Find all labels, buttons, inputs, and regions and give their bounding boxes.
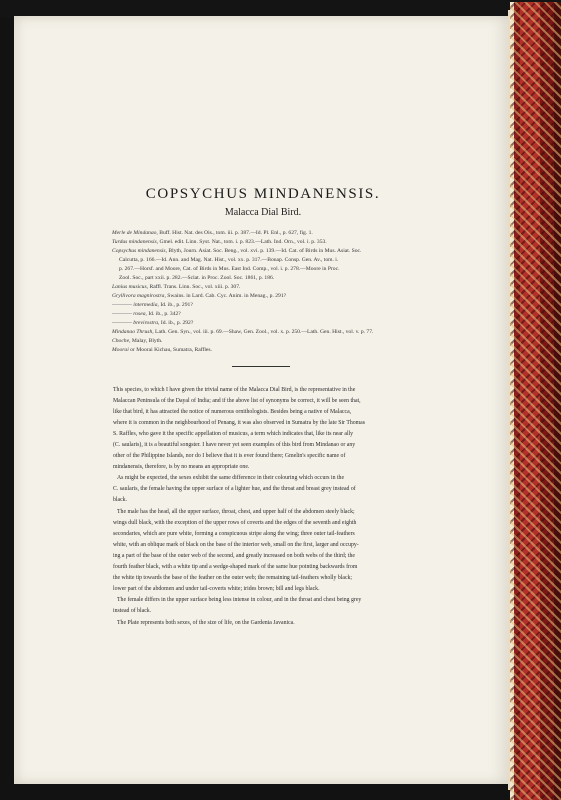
- synonym-reference: Lath. Gen. Syn., vol. iii. p. 69.—Shaw, Gen. Zool., vol. x. p. 250.—Lath. Gen. Hist., vol. v. p. 77.: [153, 329, 374, 335]
- body-line: instead of black.: [113, 608, 152, 614]
- common-name-subtitle: Malacca Dial Bird.: [224, 207, 302, 218]
- body-line: the white tip towards the base of the feather on the outer web; the remaining tail-feathers wholly black;: [113, 575, 353, 581]
- synonym-reference: or Moorai Kichau, Sumatra, Raffles.: [128, 347, 212, 353]
- synonym-line: [112, 283, 492, 292]
- body-line: The Plate represents both sexes, of the size of life, on the Gardenia Javanica.: [117, 620, 295, 626]
- synonym-reference: Id. ib., p. 342?: [146, 311, 181, 317]
- synonym-line: [119, 274, 499, 283]
- synonym-name: ———— brevirostra,: [112, 320, 160, 326]
- synonym-line: [112, 229, 492, 238]
- body-line: As might be expected, the sexes exhibit the same difference in their colouring which occurs in the: [117, 475, 345, 481]
- body-line: where it is common in the neighbourhood of Penang, it was also observed in Sumatra by the late Sir Thomas: [113, 420, 366, 426]
- synonym-reference: Gmel. edit. Linn. Syst. Nat., tom. i. p. 823.—Lath. Ind. Orn., vol. i. p. 353.: [158, 239, 327, 245]
- synonym-reference: Buff. Hist. Nat. des Ois., tom. iii. p. 387.—Id. Pl. Enl., p. 627, fig. 1.: [157, 230, 313, 236]
- body-line: secondaries, which are pure white, forming a conspicuous stripe along the wing; three outer tail-feathers: [113, 531, 355, 537]
- body-line: fourth feather black, with a white tip and a wedge-shaped mark of the same hue pointing backwards from: [113, 564, 358, 570]
- synonym-line: [112, 247, 492, 256]
- synonym-name: Lanius musicus,: [112, 284, 149, 290]
- synonym-reference: p. 267.—Horsf. and Moore, Cat. of Birds in Mus. East Ind. Comp., vol. i. p. 278.—Moore in Proc.: [119, 266, 340, 272]
- body-line: S. Raffles, who gave it the specific appellation of musicus, a term which indicates that, like its near ally: [113, 431, 354, 437]
- body-line: C. saularis, the female having the upper surface of a lighter hue, and the throat and breast grey instead of: [113, 486, 356, 492]
- synonym-name: Mindanao Thrush,: [112, 329, 154, 335]
- species-title: COPSYCHUS MINDANENSIS.: [145, 186, 381, 202]
- body-line: other of the Philippine Islands, nor do I believe that it is ever found there; Gmelin's specific name of: [113, 453, 346, 459]
- body-line: white, with an oblique mark of black on the base of the interior web, small on the first, larger and occupy-: [113, 542, 359, 548]
- synonym-reference: Calcutta, p. 166.—Id. Ann. and Mag. Nat. Hist., vol. xx. p. 317.—Bonap. Consp. Gen. Av., tom. i.: [119, 257, 339, 263]
- synonym-reference: Malay, Blyth.: [130, 338, 163, 344]
- synonym-reference: Swains. in Lard. Cab. Cyc. Anim. in Menag., p. 291?: [165, 293, 287, 299]
- body-line: The male has the head, all the upper surface, throat, chest, and upper half of the abdomen steely black;: [117, 509, 355, 515]
- marbled-binding: [510, 2, 561, 800]
- body-line: ing a part of the base of the outer web of the second, and greatly increased on both webs of the third; the: [113, 553, 355, 559]
- body-line: lower part of the abdomen and under tail-coverts white; irides brown; bill and legs black.: [113, 586, 320, 592]
- synonym-reference: Blyth, Journ. Asiat. Soc. Beng., vol. xvi. p. 139.—Id. Cat. of Birds in Mus. Asiat. Soc.: [167, 248, 362, 254]
- synonym-line: [112, 328, 492, 337]
- section-divider: [232, 366, 290, 367]
- body-line: like that bird, it has attracted the notice of numerous ornithologists. Besides being a native of Malacca,: [113, 409, 352, 415]
- synonym-name: Gryllivora magnirostra,: [112, 293, 166, 299]
- body-line: The female differs in the upper surface being less intense in colour, and in the throat and chest being grey: [117, 597, 362, 603]
- synonym-line: [112, 310, 492, 319]
- synonym-name: Merle de Mindanao,: [112, 230, 158, 236]
- body-line: wings dull black, with the exception of the upper rows of coverts and the edges of the seventh and eighth: [113, 520, 357, 526]
- synonym-reference: Raffl. Trans. Linn. Soc., vol. xiii. p. 307.: [148, 284, 241, 290]
- body-line: This species, to which I have given the trivial name of the Malacca Dial Bird, is the representative in the: [113, 387, 356, 393]
- body-line: black.: [113, 497, 128, 503]
- synonym-name: Turdus mindanensis,: [112, 239, 159, 245]
- synonym-name: Moorai: [112, 347, 129, 353]
- body-line: (C. saularis), it is a beautiful songster. I have never yet seen examples of this bird from Mindanao or any: [113, 442, 356, 448]
- synonym-reference: Id. ib., p. 291?: [158, 302, 193, 308]
- synonym-line: [112, 301, 492, 310]
- synonym-line: [119, 256, 499, 265]
- synonym-line: [112, 319, 492, 328]
- synonym-line: [112, 346, 492, 355]
- synonym-name: ———— rosea,: [112, 311, 147, 317]
- body-line: mindanensis, therefore, is by no means an appropriate one.: [113, 464, 250, 470]
- synonym-line: [112, 292, 492, 301]
- synonym-name: Choche,: [112, 338, 131, 344]
- synonym-line: [112, 337, 492, 346]
- synonym-line: [119, 265, 499, 274]
- synonym-name: ———— intermedia,: [112, 302, 159, 308]
- synonym-reference: Id. ib., p. 292?: [159, 320, 194, 326]
- synonym-name: Copsychus mindanensis,: [112, 248, 168, 254]
- synonym-line: [112, 238, 492, 247]
- synonym-reference: Zool. Soc., part xxii. p. 282.—Sclat. in Proc. Zool. Soc. 1861, p. 186.: [119, 275, 275, 281]
- body-line: Malaccan Peninsula of the Dayal of India; and if the above list of synonyms be correct, it will be seen that,: [113, 398, 361, 404]
